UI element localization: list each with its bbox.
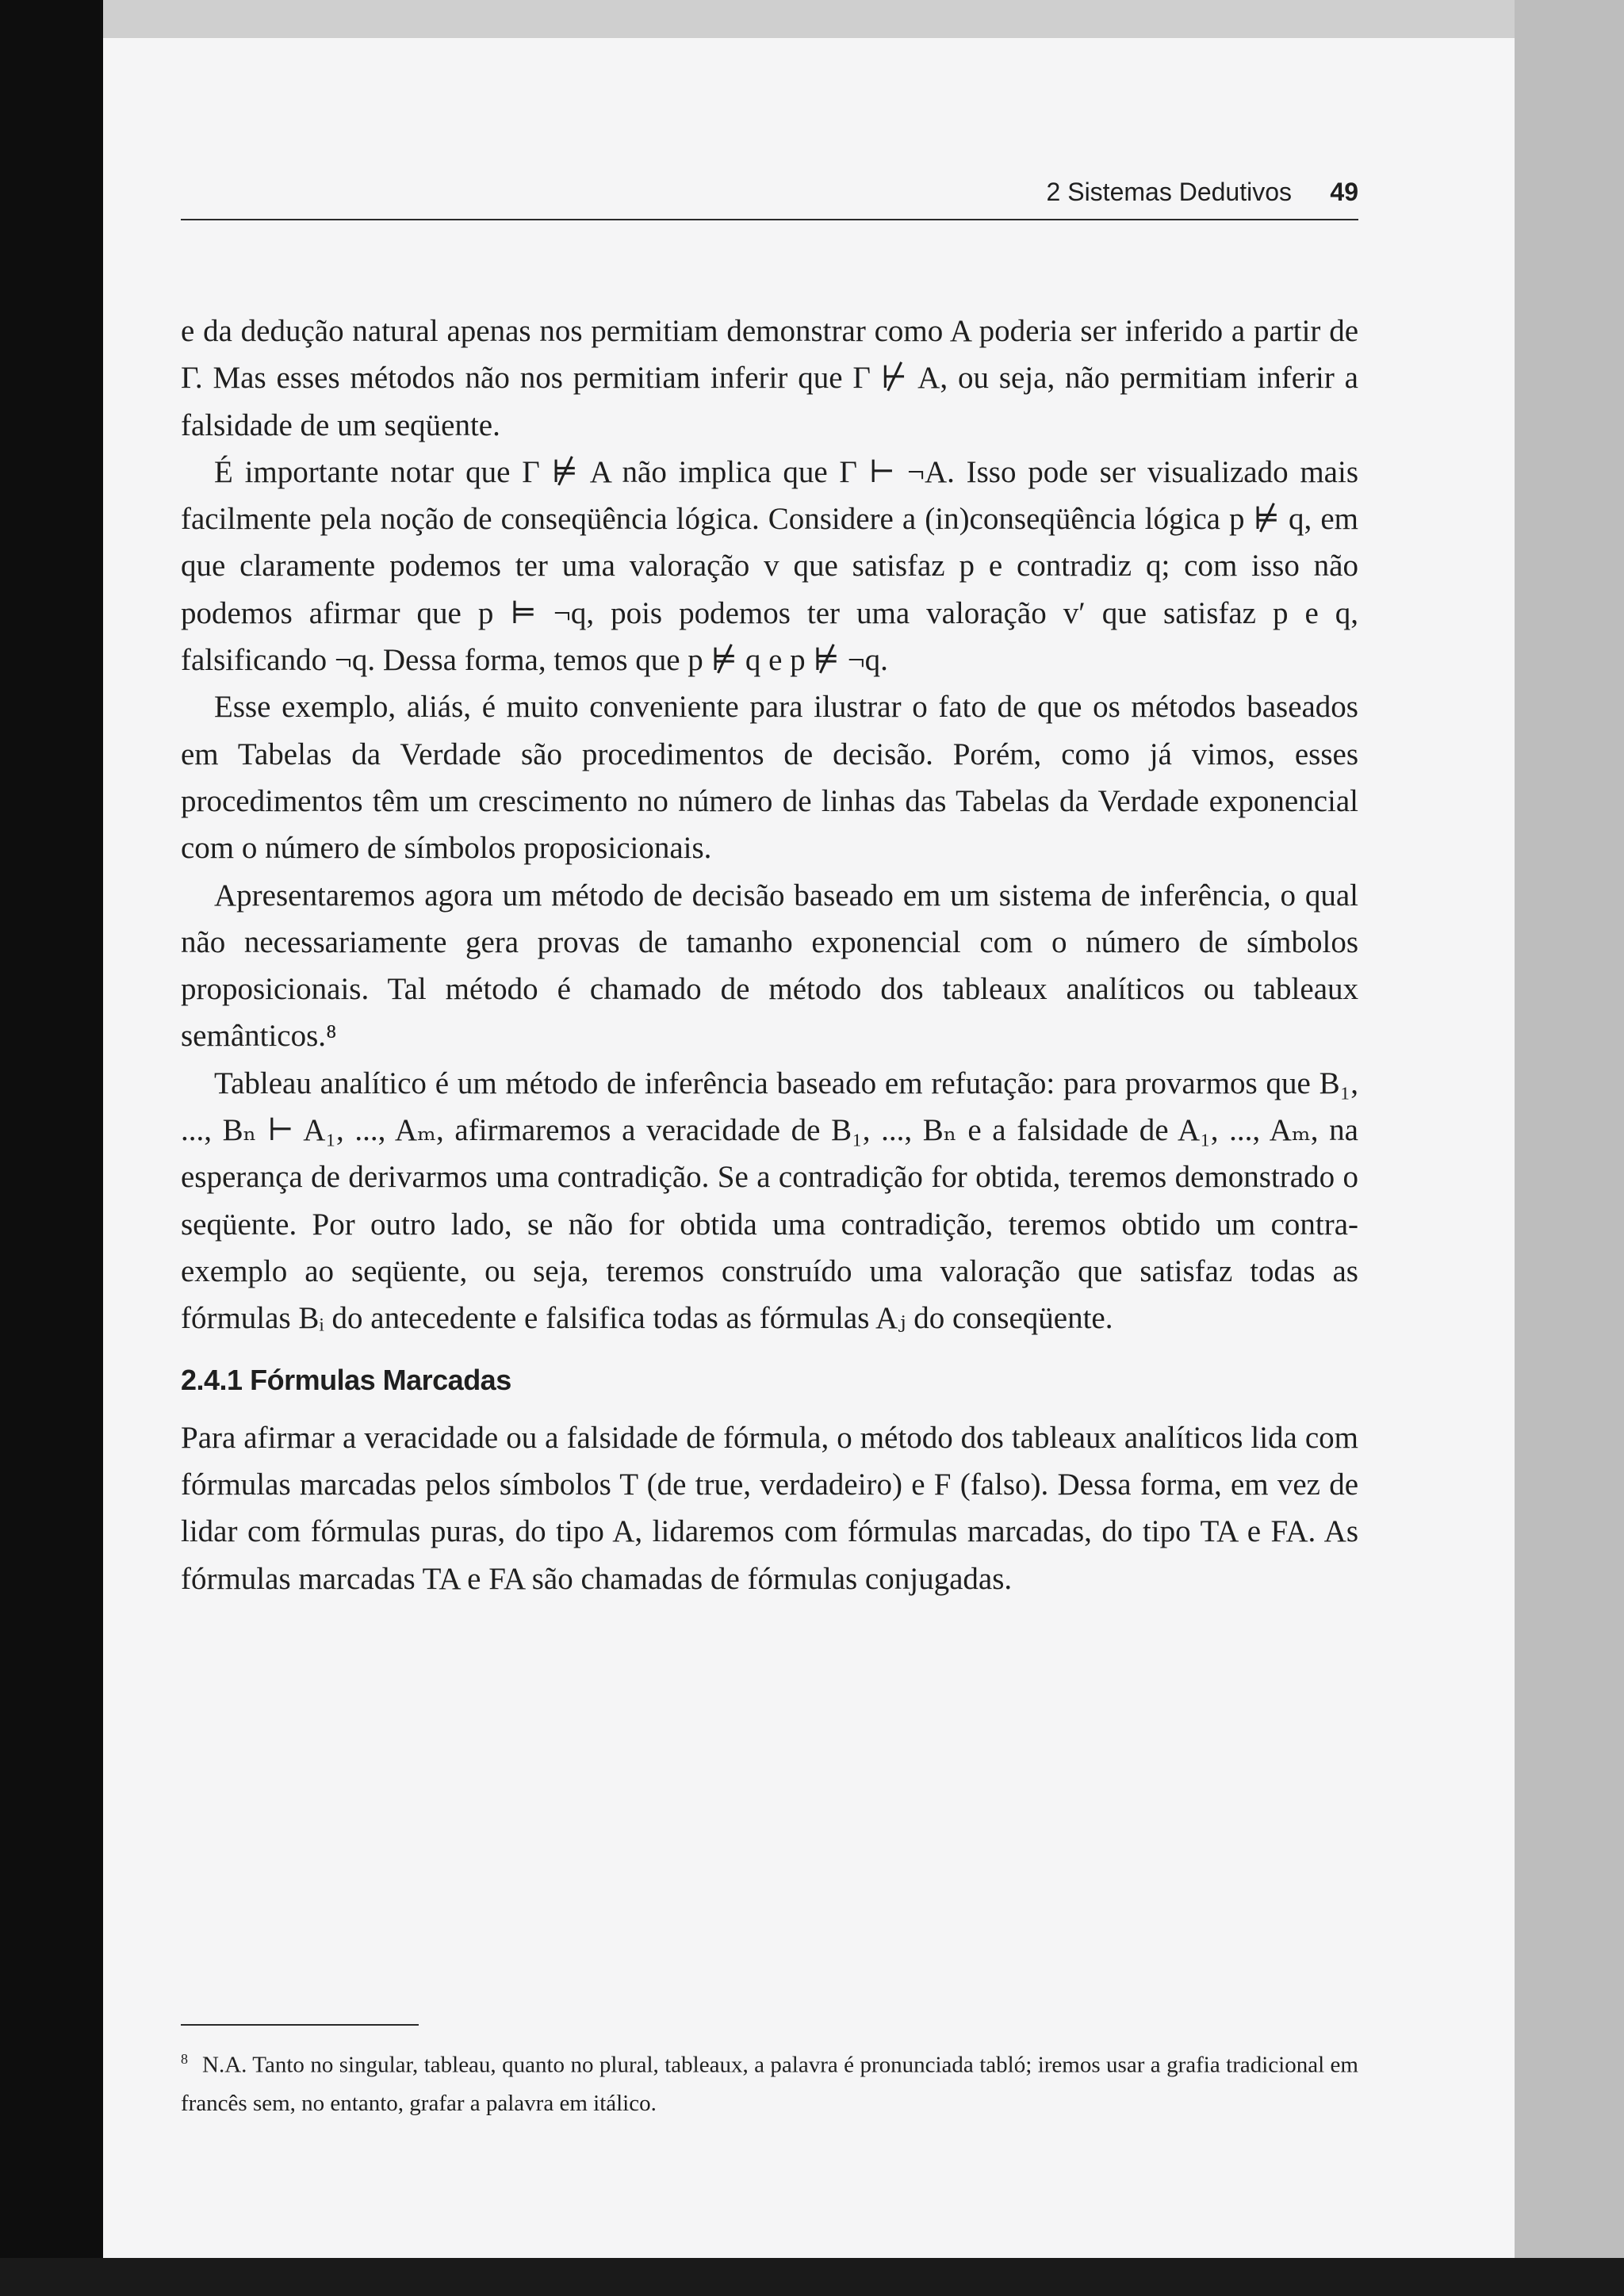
footnote [181,2040,1358,2122]
section-heading [181,1357,1358,1403]
paragraph-3: Esse exemplo, aliás, é muito conveniente para ilustrar o fato de que os métodos baseados em Tabelas da Verdade são procedimentos de decisão. Porém, como já vimos, esses procedimentos têm um crescimento no número de linhas das Tabelas da Verdade exponencial com o número de símbolos proposicionais. [181,690,1358,866]
book-page [103,38,1515,2258]
section-number: 2.4.1 [181,1363,243,1396]
scan-border-right [1515,0,1624,2296]
footnote-marker: 8 [181,2051,188,2067]
running-header [181,171,1358,220]
scan-border-left [0,0,103,2296]
footnote-rule [181,2024,419,2026]
section-title: Fórmulas Marcadas [250,1363,511,1396]
paragraph-4: Apresentaremos agora um método de decisão baseado em um sistema de inferência, o qual não necessariamente gera provas de tamanho exponencial com o número de símbolos proposicionais. Tal método é chamado de método dos tableaux analíticos ou tableaux semânticos.⁸ [181,878,1358,1054]
paragraph-1: e da dedução natural apenas nos permitiam demonstrar como A poderia ser inferido a partir de Γ. Mas esses métodos não nos permitiam inferir que Γ ⊬ A, ou seja, não permitiam inferir a falsidade de um seqüente. [181,314,1358,442]
page-body [181,308,1358,1602]
page-number: 49 [1330,178,1358,206]
chapter-title: 2 Sistemas Dedutivos [1046,178,1292,206]
scan-border-bottom [0,2258,1624,2296]
paragraph-5: Tableau analítico é um método de inferência baseado em refutação: para provarmos que B₁, ..., Bₙ ⊢ A₁, ..., Aₘ, afirmaremos a veracidade de B₁, ..., Bₙ e a falsidade de A₁, ..., Aₘ, na esperança de derivarmos uma contradição. Se a contradição for obtida, teremos demonstrado o seqüente. Por outro lado, se não for obtida uma contradição, teremos obtido um contra-exemplo ao seqüente, ou seja, teremos construído uma valoração que satisfaz todas as fórmulas Bᵢ do antecedente e falsifica todas as fórmulas Aⱼ do conseqüente. [181,1066,1358,1336]
paragraph-2: É importante notar que Γ ⊭ A não implica que Γ ⊢ ¬A. Isso pode ser visualizado mais facilmente pela noção de conseqüência lógica. Considere a (in)conseqüência lógica p ⊭ q, em que claramente podemos ter uma valoração v que satisfaz p e contradiz q; com isso não podemos afirmar que p ⊨ ¬q, pois podemos ter uma valoração v′ que satisfaz p e q, falsificando ¬q. Dessa forma, temos que p ⊭ q e p ⊭ ¬q. [181,454,1358,678]
footnote-text: N.A. Tanto no singular, tableau, quanto no plural, tableaux, a palavra é pronunciada tabló; iremos usar a grafia tradicional em francês sem, no entanto, grafar a palavra em itálico. [181,2052,1358,2116]
section-paragraph: Para afirmar a veracidade ou a falsidade de fórmula, o método dos tableaux analíticos lida com fórmulas marcadas pelos símbolos T (de true, verdadeiro) e F (falso). Dessa forma, em vez de lidar com fórmulas puras, do tipo A, lidaremos com fórmulas marcadas, do tipo TA e FA. As fórmulas marcadas TA e FA são chamadas de fórmulas conjugadas. [181,1420,1358,1596]
